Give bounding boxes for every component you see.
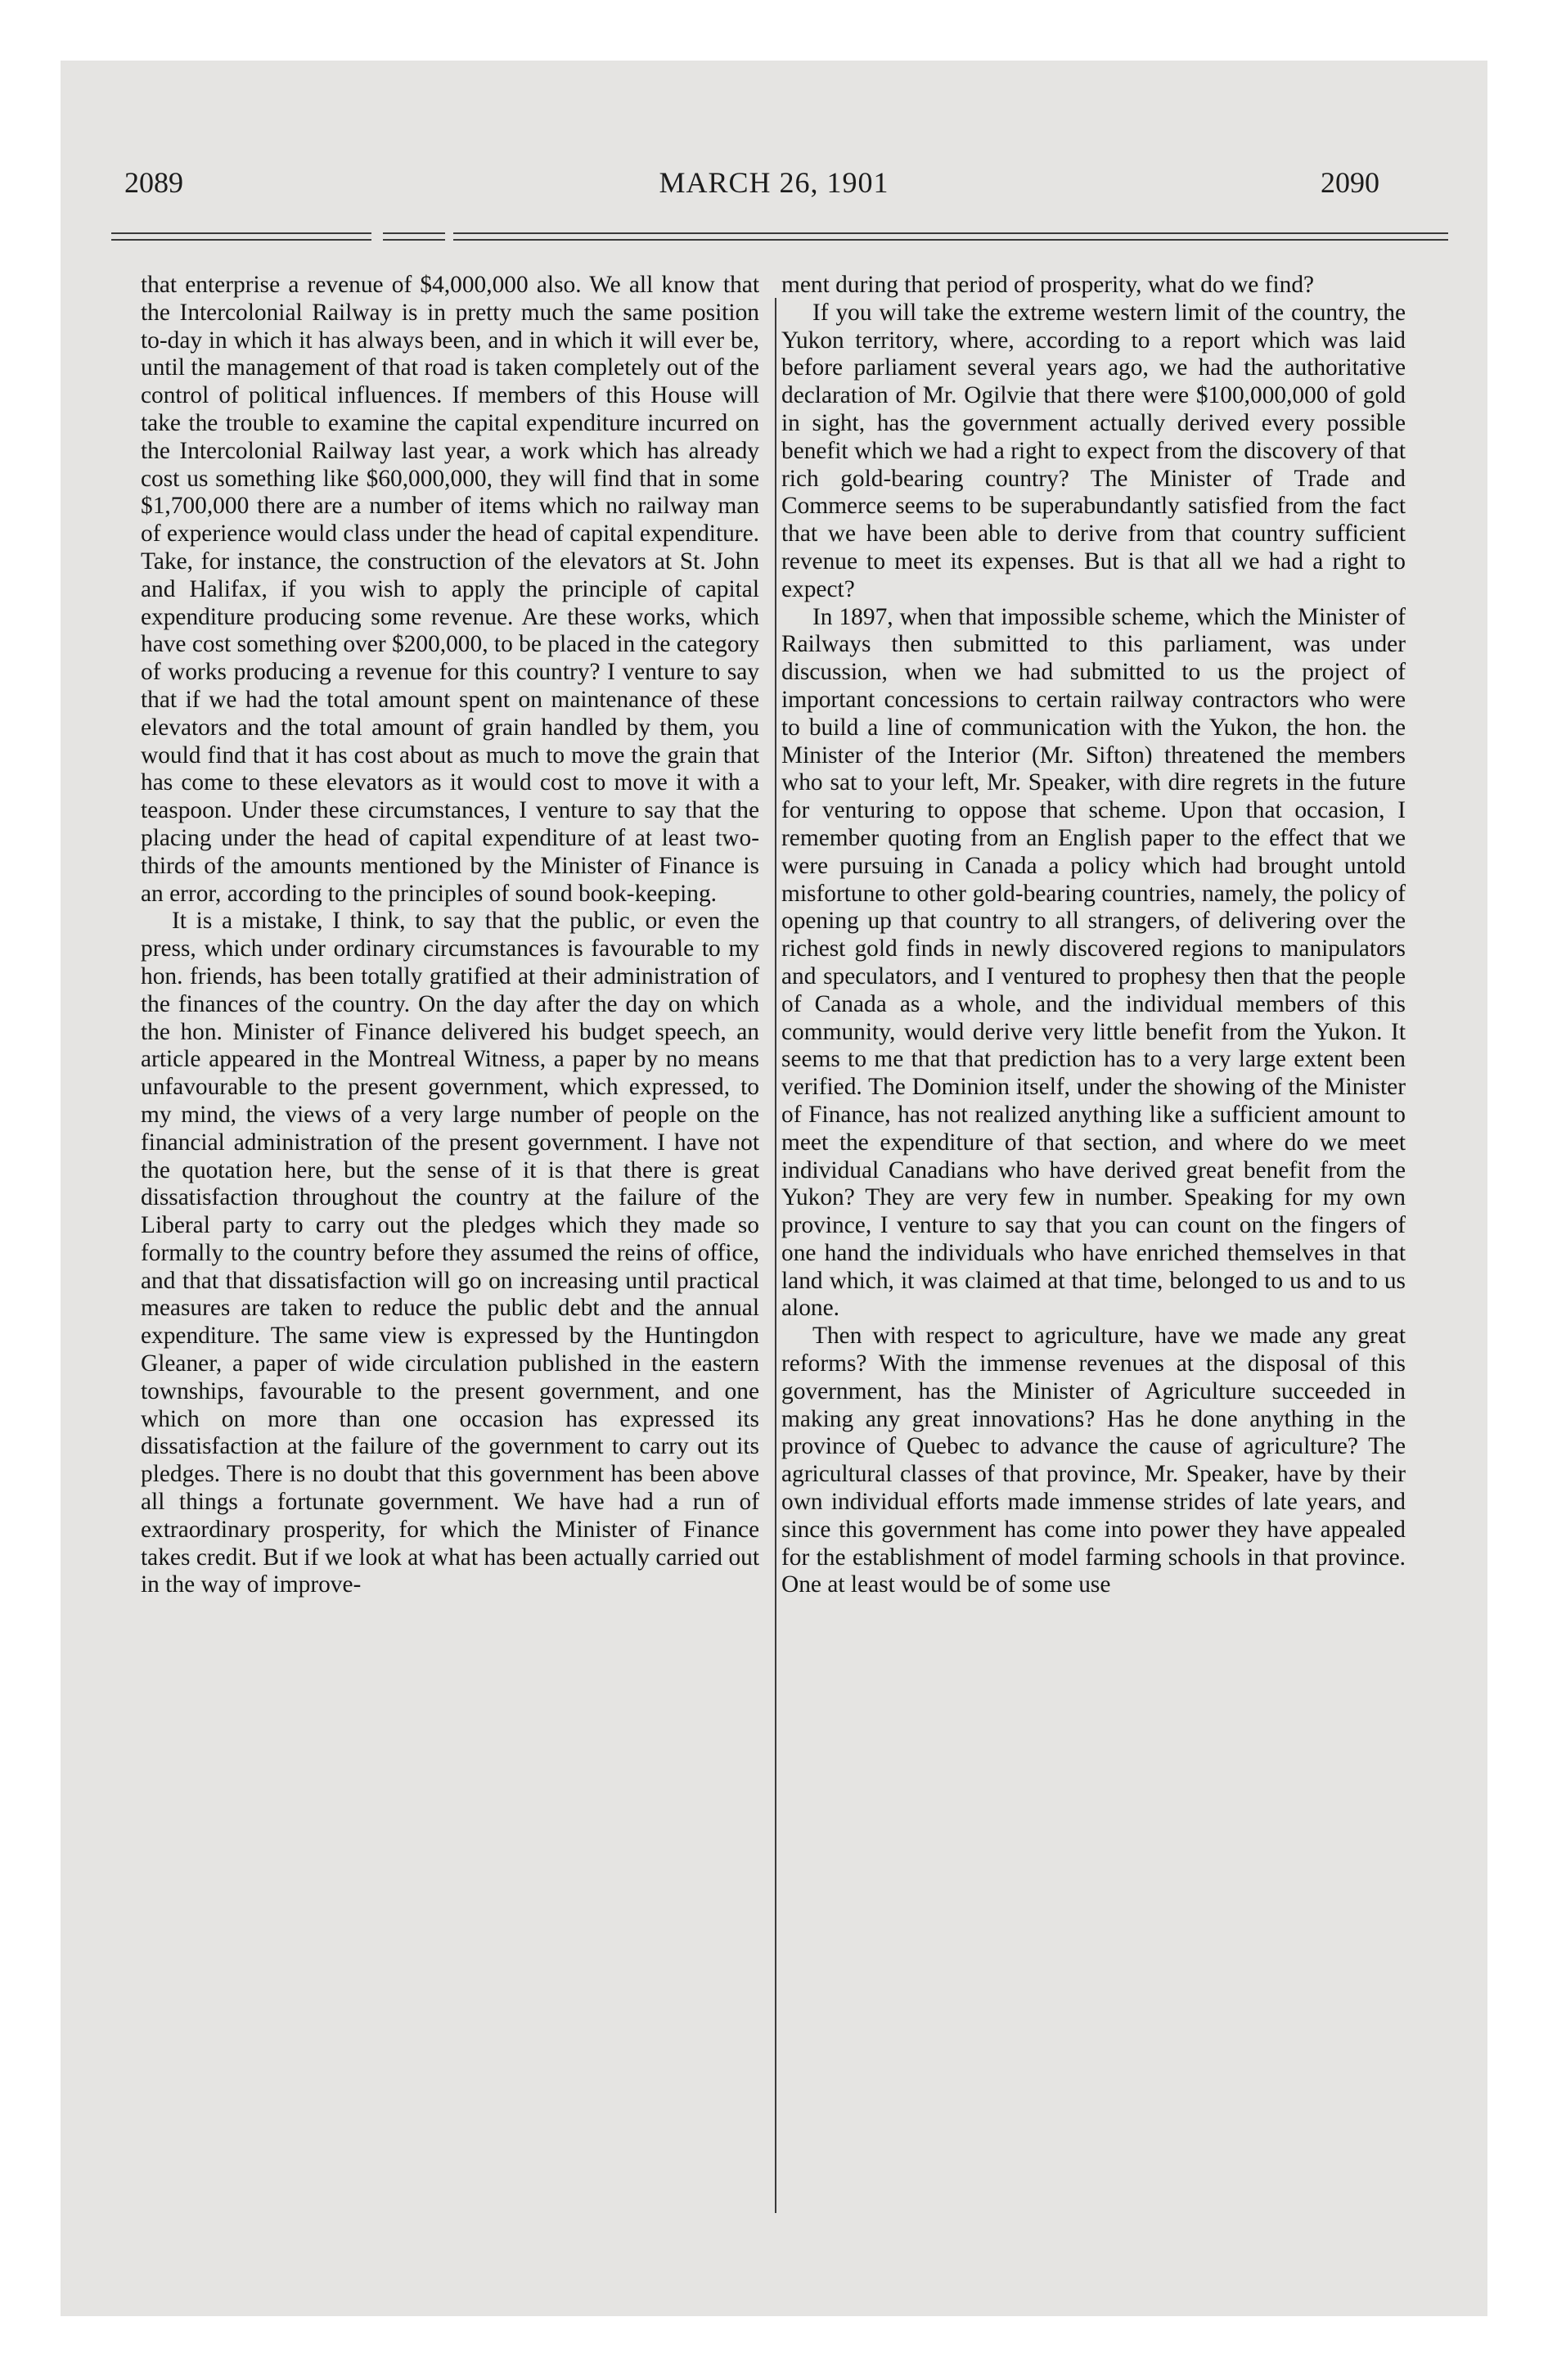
header-rule-2 [111, 239, 371, 241]
right-paragraph-4: Then with respect to agriculture, have we made any great reforms? With the immense revenues at the disposal of this government, has the Minister of Agriculture succeeded in making any great innovations? Has he done anything in the province of Quebec to advance the cause of agriculture? The agricultural classes of that province, Mr. Speaker, have by their own individual efforts made immense strides of late years, and since this government has come into power they have appealed for the establishment of model farming schools in that province. One at least would be of some use [781, 1323, 1406, 1598]
header-rule-6 [453, 239, 1448, 241]
scanned-page [61, 61, 1487, 2316]
column-divider [775, 298, 776, 2213]
left-paragraph-2: It is a mistake, I think, to say that the public, or even the press, which under ordinary circumstances is favourable to my hon. friends, has been totally gratified at their administration of the finances of the country. On the day after the day on which the hon. Minister of Finance delivered his budget speech, an article appeared in the Montreal Witness, a paper by no means unfavourable to the present government, which expressed, to my mind, the views of a very large number of people on the financial administration of the present government. I have not the quotation here, but the sense of it is that there is great dissatisfaction throughout the country at the failure of the Liberal party to carry out the pledges which they made so formally to the country before they assumed the reins of office, and that that dissatisfaction will go on increasing until practical measures are taken to reduce the public debt and the annual expenditure. The same view is expressed by the Huntingdon Gleaner, a paper of wide circulation published in the eastern townships, favourable to the present government, and one which on more than one occasion has expressed its dissatisfaction at the failure of the government to carry out its pledges. There is no doubt that this government has been above all things a fortunate government. We have had a run of extraordinary prosperity, for which the Minister of Finance takes credit. But if we look at what has been actually carried out in the way of improve- [141, 908, 759, 1598]
header-rule-4 [383, 239, 445, 241]
right-paragraph-3: In 1897, when that impossible scheme, which the Minister of Railways then submitted to this parliament, was under discussion, when we had submitted to us the project of important concessions to certain railway contractors who were to build a line of communication with the Yukon, the hon. the Minister of the Interior (Mr. Sifton) threatened the members who sat to your left, Mr. Speaker, with dire regrets in the future for venturing to oppose that scheme. Upon that occasion, I remember quoting from an English paper to the effect that we were pursuing in Canada a policy which had brought untold misfortune to other gold-bearing countries, namely, the policy of opening up that country to all strangers, of delivering over the richest gold finds in newly discovered regions to manipulators and speculators, and I ventured to prophesy then that the people of Canada as a whole, and the individual members of this community, would derive very little benefit from the Yukon. It seems to me that that prediction has to a very large extent been verified. The Dominion itself, under the showing of the Minister of Finance, has not realized anything like a sufficient amount to meet the expenditure of that section, and where do we meet individual Canadians who have derived great benefit from the Yukon? They are very few in number. Speaking for my own province, I venture to say that you can count on the fingers of one hand the individuals who have enriched themselves in that land which, it was claimed at that time, belonged to us and to us alone. [781, 603, 1406, 1322]
right-page-number: 2090 [1321, 166, 1379, 199]
right-paragraph-2: If you will take the extreme western limit of the country, the Yukon territory, where, according to a report which was laid before parliament several years ago, we had the authoritative declaration of Mr. Ogilvie that there were $100,000,000 of gold in sight, has the government actually derived every possible benefit which we had a right to expect from the discovery of that rich gold-bearing country? The Minister of Trade and Commerce seems to be superabundantly satisfied from the fact that we have been able to derive from that country sufficient revenue to meet its expenses. But is that all we had a right to expect? [781, 299, 1406, 602]
header-rule-1 [111, 232, 371, 234]
right-column [781, 272, 1406, 1599]
header-rule-5 [453, 232, 1448, 234]
right-paragraph-1: ment during that period of prosperity, what do we find? [781, 272, 1315, 298]
left-paragraph-1: that enterprise a revenue of $4,000,000 also. We all know that the Intercolonial Railway is in pretty much the same position to-day in which it has always been, and in which it will ever be, until the management of that road is taken completely out of the control of political influences. If members of this House will take the trouble to examine the capital expenditure incurred on the Intercolonial Railway last year, a work which has already cost us something like $60,000,000, they will find that in some $1,700,000 there are a number of items which no railway man of experience would class under the head of capital expenditure. Take, for instance, the construction of the elevators at St. John and Halifax, if you wish to apply the principle of capital expenditure producing some revenue. Are these works, which have cost something over $200,000, to be placed in the category of works producing a revenue for this country? I venture to say that if we had the total amount spent on maintenance of these elevators and the total amount of grain handled by them, you would find that it has cost about as much to move the grain that has come to these elevators as it would cost to move it with a teaspoon. Under these circumstances, I venture to say that the placing under the head of capital expenditure of at least two-thirds of the amounts mentioned by the Minister of Finance is an error, according to the principles of sound book-keeping. [141, 272, 759, 907]
header-rule-3 [383, 232, 445, 234]
left-page-number: 2089 [124, 166, 183, 199]
page-date: MARCH 26, 1901 [659, 166, 889, 199]
page-header [61, 165, 1487, 214]
left-column [141, 272, 759, 1599]
